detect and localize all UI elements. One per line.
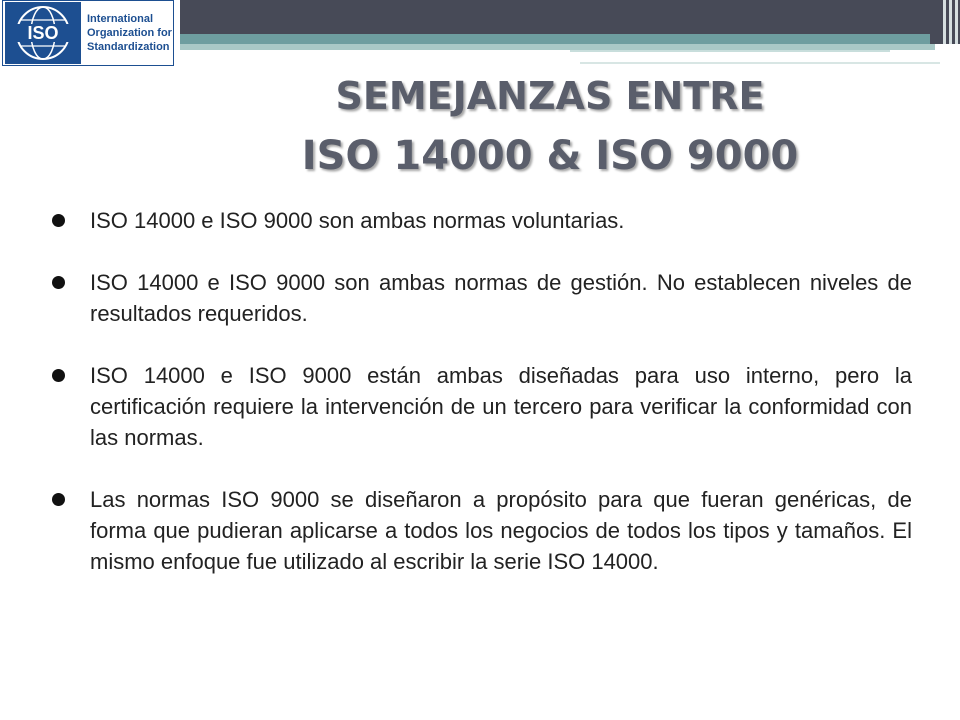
bullet-dot-icon	[52, 369, 65, 382]
logo-line-2: Organization for	[87, 27, 172, 39]
header-accent-line	[570, 50, 890, 52]
iso-logo	[2, 0, 174, 66]
stripe	[955, 0, 958, 44]
header-right-stripes	[930, 0, 960, 44]
bullet-dot-icon	[52, 276, 65, 289]
bullet-item	[48, 360, 912, 453]
bullet-text: ISO 14000 e ISO 9000 están ambas diseñadas para uso interno, pero la certificación requiere la intervención de un tercero para verificar la conformidad con las normas.	[90, 363, 912, 450]
title-line-1: SEMEJANZAS ENTRE	[335, 74, 765, 118]
bullet-text: ISO 14000 e ISO 9000 son ambas normas de gestión. No establecen niveles de resultados requeridos.	[90, 270, 912, 326]
bullet-item	[48, 267, 912, 329]
bullet-dot-icon	[52, 493, 65, 506]
logo-line-1: International	[87, 13, 154, 25]
iso-logo-text	[87, 12, 172, 54]
stripe	[943, 0, 946, 44]
title-line-2: ISO 14000 & ISO 9000	[301, 133, 799, 179]
globe-icon	[5, 2, 81, 64]
bullet-item	[48, 205, 912, 236]
header-accent-line-lower	[580, 62, 940, 64]
iso-globe-mark	[5, 2, 81, 64]
header-dark-bar	[180, 0, 960, 34]
stripe	[949, 0, 952, 44]
header-teal-bar	[180, 34, 935, 44]
bullet-text: Las normas ISO 9000 se diseñaron a propósito para que fueran genéricas, de forma que pudieran aplicarse a todos los negocios de todos los tipos y tamaños. El mismo enfoque fue utilizado al escribir la serie ISO 14000.	[90, 487, 912, 574]
bullet-text: ISO 14000 e ISO 9000 son ambas normas voluntarias.	[90, 208, 625, 233]
bullet-dot-icon	[52, 214, 65, 227]
iso-mark-text: ISO	[27, 23, 59, 43]
bullet-list	[48, 205, 912, 608]
logo-line-3: Standardization	[87, 41, 170, 53]
slide-title	[180, 70, 920, 184]
bullet-item	[48, 484, 912, 577]
